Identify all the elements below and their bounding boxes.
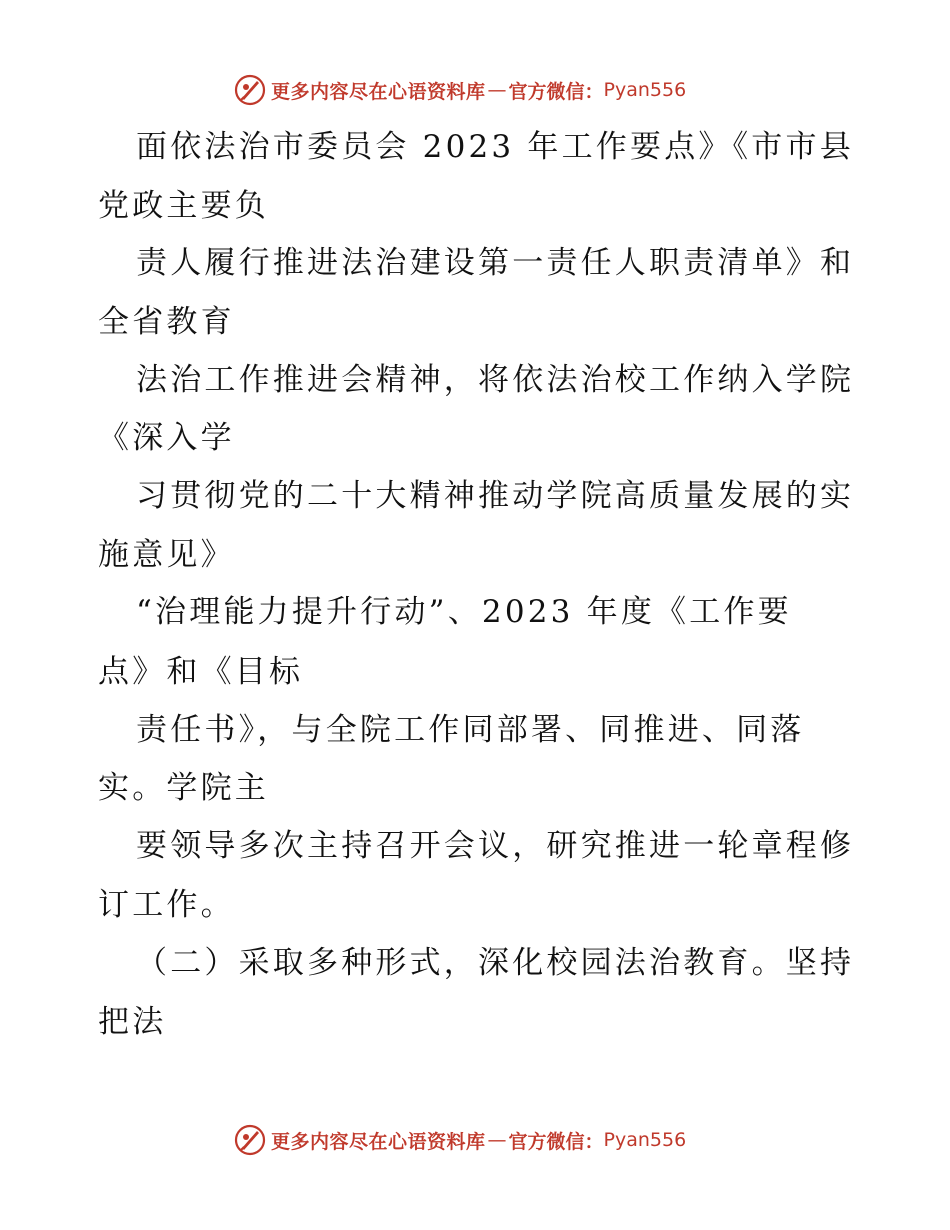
text-line: 要领导多次主持召开会议，研究推进一轮章程修 — [136, 828, 855, 864]
text-line: 订工作。 — [98, 887, 235, 923]
quill-logo-icon — [233, 73, 267, 107]
watermark-wechat-label: 官方微信： — [508, 1130, 604, 1153]
watermark-wechat-id: Pyan556 — [603, 79, 687, 101]
text-line: 面依法治市委员会 2023 年工作要点》《市市县 — [136, 129, 854, 165]
text-line: （二）采取多种形式，深化校园法治教育。坚持 — [136, 945, 855, 981]
header-watermark — [233, 72, 686, 108]
text-line: 实。学院主 — [98, 770, 269, 806]
text-line: 法治工作推进会精神，将依法治校工作纳入学院 — [136, 362, 855, 398]
text-line: 责人履行推进法治建设第一责任人职责清单》和 — [136, 245, 855, 281]
quill-logo-icon — [233, 1123, 267, 1157]
text-line: 施意见》 — [98, 537, 235, 573]
text-line: 习贯彻党的二十大精神推动学院高质量发展的实 — [136, 478, 855, 514]
text-line: 点》和《目标 — [98, 654, 304, 690]
watermark-dash: — — [487, 1129, 507, 1151]
watermark-dash: — — [487, 79, 507, 101]
text-line: 全省教育 — [98, 304, 235, 340]
watermark-wechat-id: Pyan556 — [603, 1129, 687, 1151]
footer-watermark — [233, 1122, 686, 1158]
text-line: “治理能力提升行动”、2023 年度《工作要 — [136, 594, 792, 630]
watermark-wechat-label: 官方微信： — [508, 80, 604, 103]
text-line: 责任书》，与全院工作同部署、同推进、同落 — [136, 712, 805, 748]
text-line: 党政主要负 — [98, 188, 269, 224]
watermark-text: 更多内容尽在心语资料库 — [271, 80, 486, 103]
text-line: 把法 — [98, 1004, 167, 1040]
text-line: 《深入学 — [98, 420, 235, 456]
watermark-text: 更多内容尽在心语资料库 — [271, 1130, 486, 1153]
